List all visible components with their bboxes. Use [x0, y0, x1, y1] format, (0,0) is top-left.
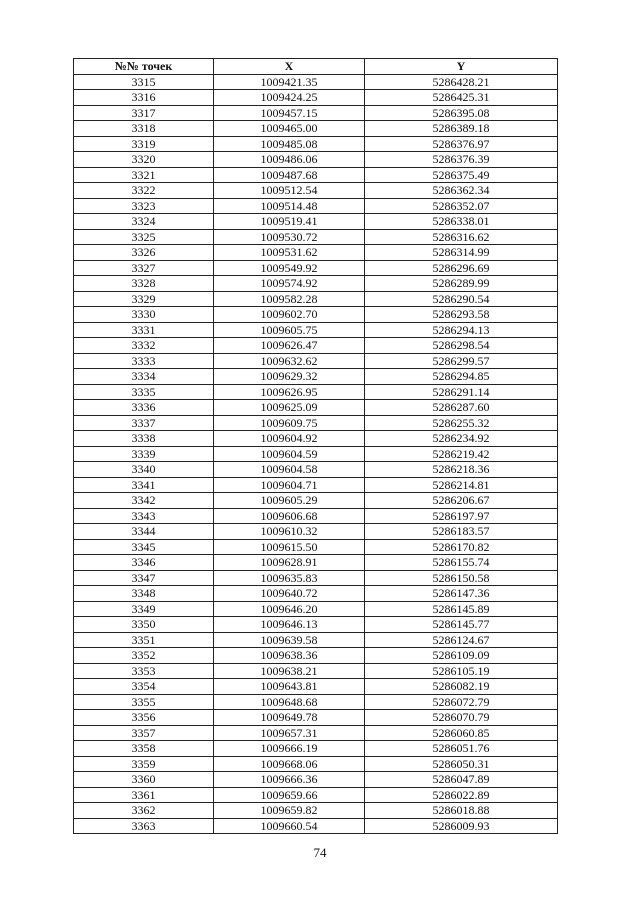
y-cell: 5286376.97 [365, 136, 558, 152]
table-row [74, 353, 558, 369]
x-cell: 1009638.21 [214, 663, 365, 679]
point-number-cell: 3345 [74, 539, 214, 555]
page-number: 74 [313, 845, 327, 860]
table-row [74, 787, 558, 803]
point-number-cell: 3347 [74, 570, 214, 586]
table-row [74, 369, 558, 385]
table-row [74, 710, 558, 726]
point-number-cell: 3353 [74, 663, 214, 679]
table-row [74, 400, 558, 416]
point-number-cell: 3333 [74, 353, 214, 369]
table-row [74, 214, 558, 230]
x-cell: 1009646.20 [214, 601, 365, 617]
table-row [74, 260, 558, 276]
x-cell: 1009530.72 [214, 229, 365, 245]
y-cell: 5286018.88 [365, 803, 558, 819]
y-cell: 5286145.89 [365, 601, 558, 617]
y-cell: 5286293.58 [365, 307, 558, 323]
point-number-cell: 3334 [74, 369, 214, 385]
point-number-cell: 3358 [74, 741, 214, 757]
x-cell: 1009421.35 [214, 74, 365, 90]
y-cell: 5286183.57 [365, 524, 558, 540]
x-cell: 1009604.59 [214, 446, 365, 462]
point-number-cell: 3316 [74, 90, 214, 106]
x-cell: 1009659.66 [214, 787, 365, 803]
y-cell: 5286197.97 [365, 508, 558, 524]
x-cell: 1009606.68 [214, 508, 365, 524]
table-body [74, 74, 558, 834]
table-row [74, 772, 558, 788]
y-cell: 5286124.67 [365, 632, 558, 648]
x-cell: 1009659.82 [214, 803, 365, 819]
x-cell: 1009531.62 [214, 245, 365, 261]
point-number-cell: 3327 [74, 260, 214, 276]
x-cell: 1009626.95 [214, 384, 365, 400]
y-cell: 5286316.62 [365, 229, 558, 245]
table-row [74, 818, 558, 834]
y-cell: 5286287.60 [365, 400, 558, 416]
y-cell: 5286314.99 [365, 245, 558, 261]
x-cell: 1009485.08 [214, 136, 365, 152]
coordinates-table [73, 58, 558, 834]
y-cell: 5286299.57 [365, 353, 558, 369]
table-row [74, 167, 558, 183]
y-cell: 5286219.42 [365, 446, 558, 462]
y-cell: 5286109.09 [365, 648, 558, 664]
table-row [74, 524, 558, 540]
table-row [74, 431, 558, 447]
y-cell: 5286338.01 [365, 214, 558, 230]
table-row [74, 694, 558, 710]
table-row [74, 462, 558, 478]
x-cell: 1009604.58 [214, 462, 365, 478]
x-cell: 1009639.58 [214, 632, 365, 648]
table-row [74, 725, 558, 741]
x-cell: 1009514.48 [214, 198, 365, 214]
y-cell: 5286070.79 [365, 710, 558, 726]
table-row [74, 803, 558, 819]
y-cell: 5286150.58 [365, 570, 558, 586]
table-row [74, 229, 558, 245]
x-cell: 1009604.92 [214, 431, 365, 447]
point-number-cell: 3354 [74, 679, 214, 695]
table-row [74, 198, 558, 214]
point-number-cell: 3359 [74, 756, 214, 772]
table-row [74, 477, 558, 493]
table-row [74, 586, 558, 602]
point-number-cell: 3348 [74, 586, 214, 602]
point-number-cell: 3363 [74, 818, 214, 834]
point-number-cell: 3352 [74, 648, 214, 664]
table-row [74, 493, 558, 509]
point-number-cell: 3355 [74, 694, 214, 710]
table-row [74, 446, 558, 462]
table-row [74, 121, 558, 137]
y-cell: 5286218.36 [365, 462, 558, 478]
y-cell: 5286170.82 [365, 539, 558, 555]
table-row [74, 415, 558, 431]
x-cell: 1009635.83 [214, 570, 365, 586]
table-row [74, 555, 558, 571]
y-cell: 5286147.36 [365, 586, 558, 602]
point-number-cell: 3315 [74, 74, 214, 90]
y-cell: 5286234.92 [365, 431, 558, 447]
x-cell: 1009640.72 [214, 586, 365, 602]
point-number-cell: 3339 [74, 446, 214, 462]
point-number-cell: 3350 [74, 617, 214, 633]
y-cell: 5286395.08 [365, 105, 558, 121]
point-number-cell: 3328 [74, 276, 214, 292]
y-cell: 5286155.74 [365, 555, 558, 571]
y-cell: 5286294.13 [365, 322, 558, 338]
table-row [74, 136, 558, 152]
point-number-cell: 3362 [74, 803, 214, 819]
y-cell: 5286009.93 [365, 818, 558, 834]
point-number-cell: 3325 [74, 229, 214, 245]
y-cell: 5286214.81 [365, 477, 558, 493]
x-cell: 1009457.15 [214, 105, 365, 121]
point-number-cell: 3360 [74, 772, 214, 788]
y-cell: 5286145.77 [365, 617, 558, 633]
point-number-cell: 3320 [74, 152, 214, 168]
y-cell: 5286425.31 [365, 90, 558, 106]
y-cell: 5286289.99 [365, 276, 558, 292]
table-row [74, 601, 558, 617]
table-row [74, 74, 558, 90]
point-number-cell: 3322 [74, 183, 214, 199]
x-cell: 1009657.31 [214, 725, 365, 741]
x-cell: 1009610.32 [214, 524, 365, 540]
y-cell: 5286376.39 [365, 152, 558, 168]
y-cell: 5286362.34 [365, 183, 558, 199]
table-row [74, 307, 558, 323]
point-number-cell: 3324 [74, 214, 214, 230]
point-number-cell: 3317 [74, 105, 214, 121]
x-cell: 1009615.50 [214, 539, 365, 555]
table-row [74, 632, 558, 648]
point-number-cell: 3349 [74, 601, 214, 617]
x-cell: 1009519.41 [214, 214, 365, 230]
point-number-cell: 3361 [74, 787, 214, 803]
table-row [74, 756, 558, 772]
point-number-cell: 3341 [74, 477, 214, 493]
x-cell: 1009487.68 [214, 167, 365, 183]
table-row [74, 276, 558, 292]
x-cell: 1009628.91 [214, 555, 365, 571]
x-cell: 1009602.70 [214, 307, 365, 323]
table-row [74, 539, 558, 555]
point-number-cell: 3323 [74, 198, 214, 214]
point-number-cell: 3326 [74, 245, 214, 261]
y-cell: 5286050.31 [365, 756, 558, 772]
y-cell: 5286051.76 [365, 741, 558, 757]
point-number-cell: 3329 [74, 291, 214, 307]
y-cell: 5286428.21 [365, 74, 558, 90]
y-cell: 5286290.54 [365, 291, 558, 307]
point-number-cell: 3357 [74, 725, 214, 741]
x-cell: 1009666.19 [214, 741, 365, 757]
header-y: Y [365, 59, 558, 75]
table-row [74, 105, 558, 121]
x-cell: 1009609.75 [214, 415, 365, 431]
x-cell: 1009648.68 [214, 694, 365, 710]
point-number-cell: 3344 [74, 524, 214, 540]
x-cell: 1009605.29 [214, 493, 365, 509]
y-cell: 5286296.69 [365, 260, 558, 276]
y-cell: 5286298.54 [365, 338, 558, 354]
y-cell: 5286060.85 [365, 725, 558, 741]
point-number-cell: 3338 [74, 431, 214, 447]
table-row [74, 570, 558, 586]
table-row [74, 90, 558, 106]
x-cell: 1009625.09 [214, 400, 365, 416]
table-row [74, 508, 558, 524]
y-cell: 5286255.32 [365, 415, 558, 431]
x-cell: 1009465.00 [214, 121, 365, 137]
table-row [74, 338, 558, 354]
header-x: X [214, 59, 365, 75]
x-cell: 1009512.54 [214, 183, 365, 199]
y-cell: 5286294.85 [365, 369, 558, 385]
table-row [74, 152, 558, 168]
y-cell: 5286022.89 [365, 787, 558, 803]
point-number-cell: 3337 [74, 415, 214, 431]
point-number-cell: 3321 [74, 167, 214, 183]
y-cell: 5286375.49 [365, 167, 558, 183]
table-row [74, 291, 558, 307]
table-row [74, 679, 558, 695]
y-cell: 5286072.79 [365, 694, 558, 710]
x-cell: 1009638.36 [214, 648, 365, 664]
x-cell: 1009486.06 [214, 152, 365, 168]
point-number-cell: 3319 [74, 136, 214, 152]
x-cell: 1009574.92 [214, 276, 365, 292]
x-cell: 1009424.25 [214, 90, 365, 106]
point-number-cell: 3336 [74, 400, 214, 416]
x-cell: 1009660.54 [214, 818, 365, 834]
x-cell: 1009649.78 [214, 710, 365, 726]
header-point-number: №№ точек [74, 59, 214, 75]
table-row [74, 183, 558, 199]
x-cell: 1009582.28 [214, 291, 365, 307]
point-number-cell: 3343 [74, 508, 214, 524]
point-number-cell: 3356 [74, 710, 214, 726]
x-cell: 1009643.81 [214, 679, 365, 695]
x-cell: 1009632.62 [214, 353, 365, 369]
point-number-cell: 3342 [74, 493, 214, 509]
point-number-cell: 3340 [74, 462, 214, 478]
x-cell: 1009668.06 [214, 756, 365, 772]
table-row [74, 648, 558, 664]
point-number-cell: 3346 [74, 555, 214, 571]
x-cell: 1009646.13 [214, 617, 365, 633]
table-row [74, 663, 558, 679]
point-number-cell: 3318 [74, 121, 214, 137]
y-cell: 5286082.19 [365, 679, 558, 695]
table-row [74, 617, 558, 633]
y-cell: 5286352.07 [365, 198, 558, 214]
x-cell: 1009666.36 [214, 772, 365, 788]
y-cell: 5286047.89 [365, 772, 558, 788]
table-row [74, 384, 558, 400]
table-row [74, 245, 558, 261]
table-row [74, 322, 558, 338]
point-number-cell: 3335 [74, 384, 214, 400]
x-cell: 1009626.47 [214, 338, 365, 354]
x-cell: 1009605.75 [214, 322, 365, 338]
point-number-cell: 3330 [74, 307, 214, 323]
table-header-row [74, 59, 558, 75]
table-row [74, 741, 558, 757]
y-cell: 5286206.67 [365, 493, 558, 509]
x-cell: 1009549.92 [214, 260, 365, 276]
point-number-cell: 3331 [74, 322, 214, 338]
x-cell: 1009629.32 [214, 369, 365, 385]
point-number-cell: 3332 [74, 338, 214, 354]
y-cell: 5286105.19 [365, 663, 558, 679]
y-cell: 5286291.14 [365, 384, 558, 400]
point-number-cell: 3351 [74, 632, 214, 648]
y-cell: 5286389.18 [365, 121, 558, 137]
x-cell: 1009604.71 [214, 477, 365, 493]
